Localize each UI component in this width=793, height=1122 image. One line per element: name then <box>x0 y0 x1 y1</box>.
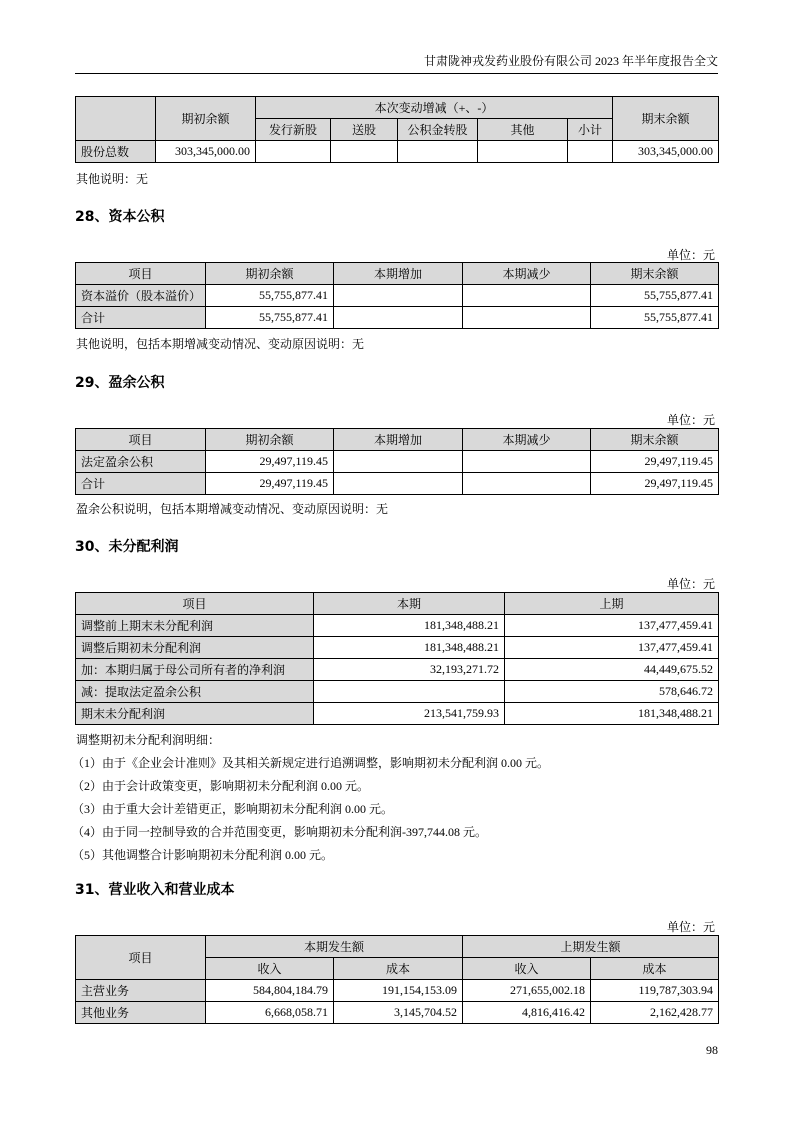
cell: 3,145,704.52 <box>334 1002 463 1024</box>
table-row <box>76 681 719 703</box>
table-row <box>76 615 719 637</box>
header-cell: 本期发生额 <box>206 936 463 958</box>
header-cell: 本期减少 <box>463 429 591 451</box>
detail-item: （1）由于《企业会计准则》及其相关新规定进行追溯调整，影响期初未分配利润 0.00 元。 <box>72 756 550 770</box>
cell: 181,348,488.21 <box>505 703 719 725</box>
detail-item: （4）由于同一控制导致的合并范围变更，影响期初未分配利润-397,744.08 元。 <box>72 825 487 839</box>
cell: 55,755,877.41 <box>591 307 719 329</box>
cell: 271,655,002.18 <box>463 980 591 1002</box>
cell <box>334 451 463 473</box>
row-label: 减：提取法定盈余公积 <box>76 681 314 703</box>
header-row <box>76 429 719 451</box>
header-cell: 本期减少 <box>463 263 591 285</box>
detail-title: 调整期初未分配利润明细： <box>76 733 221 747</box>
share-capital-table <box>75 96 719 163</box>
detail-item: （5）其他调整合计影响期初未分配利润 0.00 元。 <box>72 848 334 862</box>
cell: 181,348,488.21 <box>314 637 505 659</box>
section-title: 31、营业收入和营业成本 <box>75 882 235 898</box>
header-row <box>76 263 719 285</box>
surplus-reserve-table <box>75 428 719 495</box>
cell: 584,804,184.79 <box>206 980 334 1002</box>
cell <box>463 285 591 307</box>
table-row <box>76 285 719 307</box>
cell <box>334 307 463 329</box>
table-row <box>76 141 719 163</box>
row-label: 资本溢价（股本溢价） <box>76 285 206 307</box>
header-cell: 项目 <box>76 429 206 451</box>
undistributed-profit-table <box>75 592 719 725</box>
header-cell: 本期增加 <box>334 429 463 451</box>
cell: 6,668,058.71 <box>206 1002 334 1024</box>
cell: 578,646.72 <box>505 681 719 703</box>
cell: 55,755,877.41 <box>206 307 334 329</box>
header-cell: 成本 <box>591 958 719 980</box>
cell: 191,154,153.09 <box>334 980 463 1002</box>
table-row <box>76 451 719 473</box>
cell: 303,345,000.00 <box>613 141 719 163</box>
row-label: 合计 <box>76 473 206 495</box>
header-cell: 上期发生额 <box>463 936 719 958</box>
header-cell: 期末余额 <box>591 263 719 285</box>
section-title: 28、资本公积 <box>75 209 165 225</box>
cell: 32,193,271.72 <box>314 659 505 681</box>
row-label: 期末未分配利润 <box>76 703 314 725</box>
detail-item: （3）由于重大会计差错更正，影响期初未分配利润 0.00 元。 <box>72 802 394 816</box>
row-label: 加：本期归属于母公司所有者的净利润 <box>76 659 314 681</box>
header-cell: 期初余额 <box>156 97 256 141</box>
cell <box>463 307 591 329</box>
cell: 44,449,675.52 <box>505 659 719 681</box>
unit-label: 单位：元 <box>666 413 715 427</box>
cell <box>334 473 463 495</box>
cell: 55,755,877.41 <box>206 285 334 307</box>
header-cell: 成本 <box>334 958 463 980</box>
cell: 2,162,428.77 <box>591 1002 719 1024</box>
header-cell: 期初余额 <box>206 263 334 285</box>
header-cell: 收入 <box>463 958 591 980</box>
header-cell: 本期增加 <box>334 263 463 285</box>
cell: 55,755,877.41 <box>591 285 719 307</box>
unit-label: 单位：元 <box>666 248 715 262</box>
unit-label: 单位：元 <box>666 577 715 591</box>
cell: 29,497,119.45 <box>206 473 334 495</box>
header-cell: 上期 <box>505 593 719 615</box>
header-cell: 收入 <box>206 958 334 980</box>
cell: 119,787,303.94 <box>591 980 719 1002</box>
note: 盈余公积说明，包括本期增减变动情况、变动原因说明：无 <box>76 502 389 516</box>
header-cell: 小计 <box>568 119 613 141</box>
row-label: 主营业务 <box>76 980 206 1002</box>
header-cell: 期末余额 <box>613 97 719 141</box>
blank-header <box>76 97 156 141</box>
note: 其他说明：无 <box>76 172 149 186</box>
note: 其他说明，包括本期增减变动情况、变动原因说明：无 <box>76 337 365 351</box>
table-row <box>76 659 719 681</box>
unit-label: 单位：元 <box>666 920 715 934</box>
table-row <box>76 980 719 1002</box>
cell <box>314 681 505 703</box>
table-row <box>76 473 719 495</box>
table-row <box>76 637 719 659</box>
header-cell: 期初余额 <box>206 429 334 451</box>
cell: 303,345,000.00 <box>156 141 256 163</box>
header-cell: 发行新股 <box>256 119 331 141</box>
detail-item: （2）由于会计政策变更，影响期初未分配利润 0.00 元。 <box>72 779 370 793</box>
cell <box>463 473 591 495</box>
header-cell: 送股 <box>331 119 398 141</box>
cell: 213,541,759.93 <box>314 703 505 725</box>
cell <box>334 285 463 307</box>
table-row <box>76 1002 719 1024</box>
header-cell: 公积金转股 <box>398 119 478 141</box>
row-label: 股份总数 <box>76 141 156 163</box>
cell: 4,816,416.42 <box>463 1002 591 1024</box>
cell: 137,477,459.41 <box>505 637 719 659</box>
cell: 29,497,119.45 <box>591 473 719 495</box>
header-row <box>76 593 719 615</box>
capital-reserve-table <box>75 262 719 329</box>
row-label: 调整后期初未分配利润 <box>76 637 314 659</box>
cell: 137,477,459.41 <box>505 615 719 637</box>
header-cell: 项目 <box>76 936 206 980</box>
section-title: 30、未分配利润 <box>75 539 179 555</box>
page-number: 98 <box>706 1043 718 1057</box>
table-row <box>76 307 719 329</box>
row-label: 法定盈余公积 <box>76 451 206 473</box>
header-cell: 本次变动增减（+、-） <box>256 97 613 119</box>
header-cell: 项目 <box>76 263 206 285</box>
header-rule <box>75 73 718 74</box>
header-cell: 期末余额 <box>591 429 719 451</box>
section-title: 29、盈余公积 <box>75 375 165 391</box>
row-label: 合计 <box>76 307 206 329</box>
header-cell: 其他 <box>478 119 568 141</box>
row-label: 其他业务 <box>76 1002 206 1024</box>
header-cell: 本期 <box>314 593 505 615</box>
cell: 29,497,119.45 <box>206 451 334 473</box>
cell <box>463 451 591 473</box>
cell: 29,497,119.45 <box>591 451 719 473</box>
header-cell: 项目 <box>76 593 314 615</box>
running-header: 甘肃陇神戎发药业股份有限公司 2023 年半年度报告全文 <box>423 54 718 68</box>
table-row <box>76 703 719 725</box>
row-label: 调整前上期末未分配利润 <box>76 615 314 637</box>
cell: 181,348,488.21 <box>314 615 505 637</box>
revenue-cost-table <box>75 935 719 1024</box>
